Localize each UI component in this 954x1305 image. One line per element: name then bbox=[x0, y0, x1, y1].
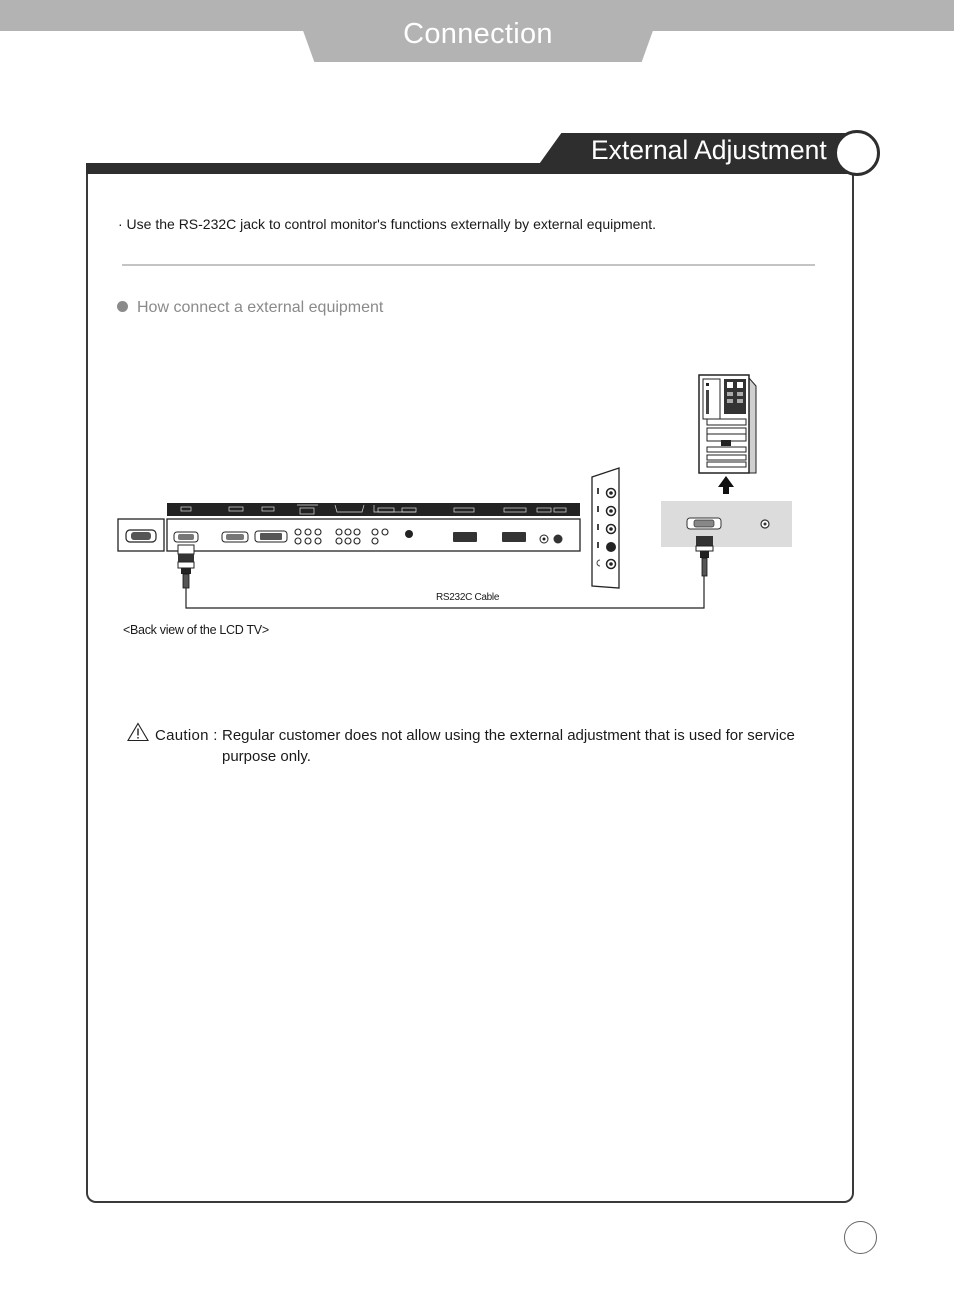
pc-port-panel bbox=[661, 501, 792, 547]
rs232c-port-box bbox=[118, 519, 164, 551]
pc-cable-connector bbox=[696, 536, 713, 576]
cable-label: RS232C Cable bbox=[436, 592, 500, 603]
tv-cable-connector bbox=[178, 545, 194, 588]
arrow-up-icon bbox=[718, 476, 734, 494]
page-number-circle bbox=[844, 1221, 877, 1254]
back-view-caption: <Back view of the LCD TV> bbox=[123, 623, 269, 637]
pc-tower bbox=[699, 375, 756, 473]
caution-label: Caution : bbox=[155, 727, 218, 744]
section-title: Connection bbox=[403, 18, 553, 50]
tv-back-panel bbox=[167, 503, 580, 551]
banner-title: External Adjustment bbox=[591, 135, 827, 165]
subheading-text: How connect a external equipment bbox=[137, 299, 384, 316]
warning-triangle-icon bbox=[127, 722, 149, 742]
caution-text: Regular customer does not allow using the external adjustment that is used for service purpose only. bbox=[222, 727, 795, 765]
tv-side-panel bbox=[592, 468, 619, 588]
intro-text: · Use the RS-232C jack to control monitor's functions externally by external equipment. bbox=[118, 216, 657, 232]
